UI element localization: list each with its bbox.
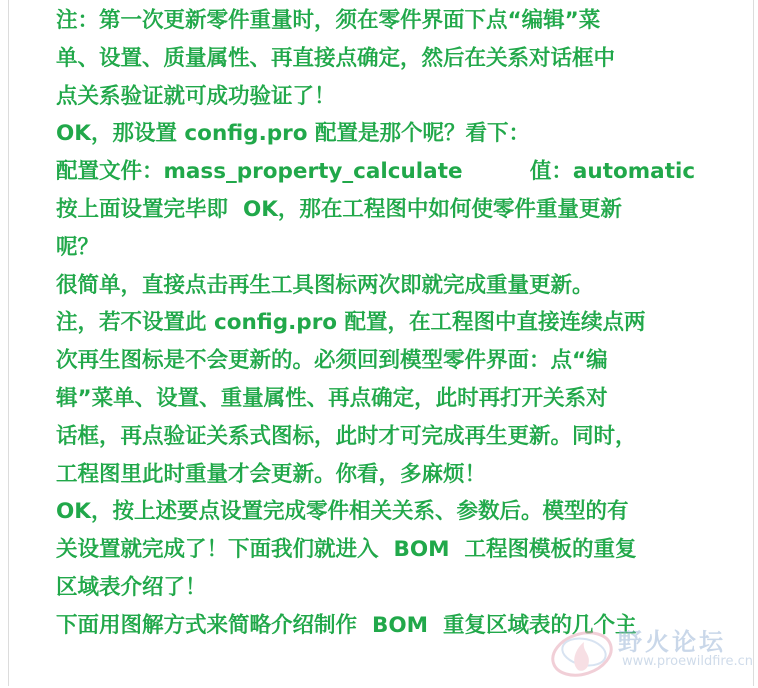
text-line: 次再生图标是不会更新的。必须回到模型零件界面：点“编 [56, 348, 608, 374]
watermark-url: www.proewildfire.cn [622, 654, 753, 669]
text-line: OK，那设置 config.pro 配置是那个呢？看下： [56, 121, 530, 147]
watermark-title: 野火论坛 [618, 628, 726, 656]
text-line: 工程图里此时重量才会更新。你看，多麻烦！ [56, 461, 487, 487]
text-line: 呢？ [56, 234, 100, 260]
document-body [56, 2, 716, 645]
text-line: 很简单，直接点击再生工具图标两次即就完成重量更新。 [56, 272, 594, 298]
text-line: 单、设置、质量属性、再直接点确定，然后在关系对话框中 [56, 45, 616, 71]
text-line: 话框，再点验证关系式图标，此时才可完成再生更新。同时， [56, 423, 637, 449]
text-line: 区域表介绍了！ [56, 574, 207, 600]
text-line: 辑”菜单、设置、重量属性、再点确定，此时再打开关系对 [56, 385, 608, 411]
text-line: 下面用图解方式来简略介绍制作 BOM 重复区域表的几个主 [56, 612, 637, 638]
text-line: 按上面设置完毕即 OK，那在工程图中如何使零件重量更新 [56, 196, 622, 222]
text-line: 配置文件：mass_property_calculate 值：automatic [56, 159, 696, 185]
text-line: OK，按上述要点设置完成零件相关关系、参数后。模型的有 [56, 499, 629, 525]
text-line: 关设置就完成了！下面我们就进入 BOM 工程图模板的重复 [56, 537, 637, 563]
text-line: 点关系验证就可成功验证了！ [56, 83, 336, 109]
text-line: 注，若不设置此 config.pro 配置，在工程图中直接连续点两 [56, 310, 646, 336]
flame-logo-icon [548, 618, 620, 684]
text-line: 注：第一次更新零件重量时，须在零件界面下点“编辑”菜 [56, 8, 601, 33]
watermark [548, 618, 754, 684]
